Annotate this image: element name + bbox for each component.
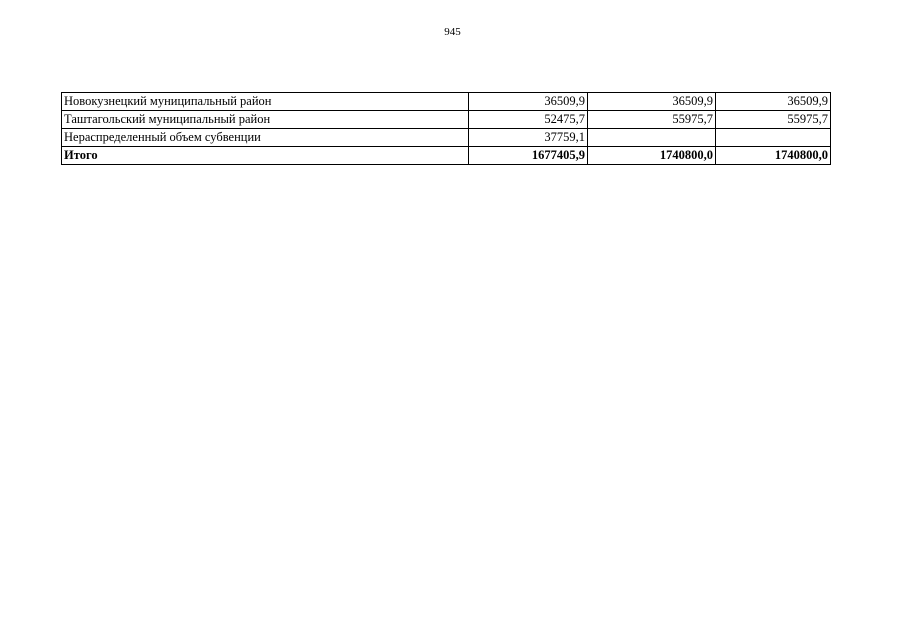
row-value-3-cell: 36509,9 xyxy=(716,93,831,111)
row-value-2-cell: 55975,7 xyxy=(588,111,716,129)
row-value-1-cell: 52475,7 xyxy=(469,111,588,129)
row-name-cell: Новокузнецкий муниципальный район xyxy=(62,93,469,111)
total-row xyxy=(62,147,831,165)
row-value-2-cell xyxy=(588,129,716,147)
total-value-3-cell: 1740800,0 xyxy=(716,147,831,165)
total-value-2-cell: 1740800,0 xyxy=(588,147,716,165)
total-label-cell: Итого xyxy=(62,147,469,165)
subsidy-table xyxy=(61,92,831,165)
row-value-3-cell xyxy=(716,129,831,147)
row-value-1-cell: 36509,9 xyxy=(469,93,588,111)
row-value-1-cell: 37759,1 xyxy=(469,129,588,147)
row-name-cell: Таштагольский муниципальный район xyxy=(62,111,469,129)
page-number: 945 xyxy=(444,26,461,38)
row-value-3-cell: 55975,7 xyxy=(716,111,831,129)
total-value-1-cell: 1677405,9 xyxy=(469,147,588,165)
row-value-2-cell: 36509,9 xyxy=(588,93,716,111)
row-name-cell: Нераспределенный объем субвенции xyxy=(62,129,469,147)
table-row xyxy=(62,129,831,147)
table-row xyxy=(62,93,831,111)
table-row xyxy=(62,111,831,129)
